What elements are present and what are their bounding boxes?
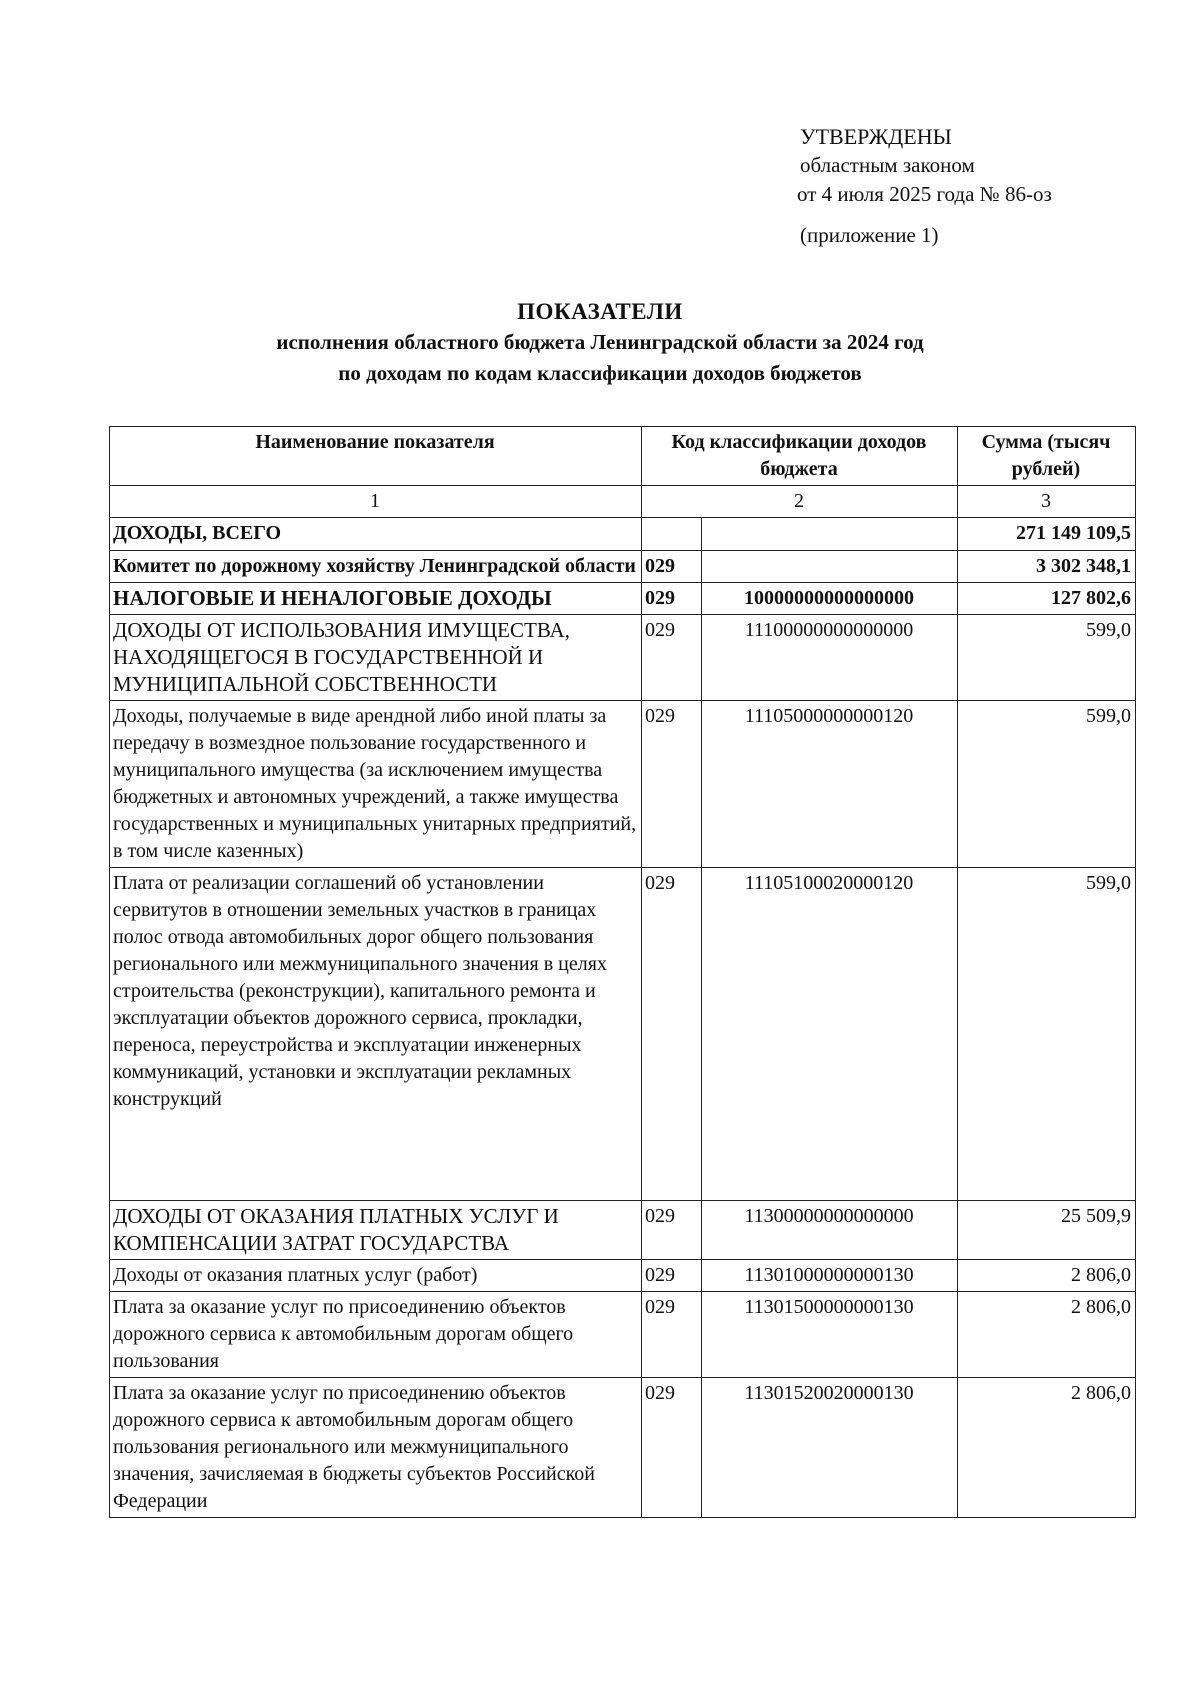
row-sum: 2 806,0 <box>958 1292 1136 1378</box>
table-row <box>110 868 1136 1201</box>
row-org-code: 029 <box>642 1378 702 1518</box>
row-org-code: 029 <box>642 1201 702 1260</box>
row-code: 11105100020000120 <box>702 868 958 1201</box>
row-code: 11301520020000130 <box>702 1378 958 1518</box>
approval-law-type: областным законом <box>800 153 975 177</box>
row-sum: 2 806,0 <box>958 1260 1136 1292</box>
table-row <box>110 615 1136 701</box>
row-org-code: 029 <box>642 868 702 1201</box>
title-line-1: ПОКАЗАТЕЛИ <box>517 299 683 324</box>
table-row <box>110 518 1136 551</box>
row-name: Плата за оказание услуг по присоединению объектов дорожного сервиса к автомобильным дорогам общего пользования регионального или межмуниципального значения, зачисляемая в бюджеты субъектов Российской Федерации <box>110 1378 642 1518</box>
row-org-code: 029 <box>642 551 702 583</box>
row-code: 11300000000000000 <box>702 1201 958 1260</box>
approval-stamp <box>797 122 1052 250</box>
table-row <box>110 1201 1136 1260</box>
row-name: Плата за оказание услуг по присоединению объектов дорожного сервиса к автомобильным дорогам общего пользования <box>110 1292 642 1378</box>
approval-appendix: (приложение 1) <box>800 223 939 247</box>
column-number-3: 3 <box>958 486 1136 518</box>
column-number-row <box>110 486 1136 518</box>
row-code: 11105000000000120 <box>702 701 958 868</box>
row-code <box>702 551 958 583</box>
header-code: Код классификации доходов бюджета <box>642 427 958 486</box>
row-org-code: 029 <box>642 701 702 868</box>
title-line-2: исполнения областного бюджета Ленинградской области за 2024 год <box>276 330 924 354</box>
row-org-code <box>642 518 702 551</box>
row-sum: 127 802,6 <box>958 583 1136 615</box>
table-row <box>110 583 1136 615</box>
row-code <box>702 518 958 551</box>
approval-law-date: от 4 июля 2025 года № 86-оз <box>797 182 1052 206</box>
row-sum: 25 509,9 <box>958 1201 1136 1260</box>
row-sum: 599,0 <box>958 701 1136 868</box>
row-sum: 599,0 <box>958 615 1136 701</box>
header-name: Наименование показателя <box>110 427 642 486</box>
row-sum: 599,0 <box>958 868 1136 1201</box>
row-org-code: 029 <box>642 1260 702 1292</box>
table-row <box>110 1260 1136 1292</box>
row-org-code: 029 <box>642 583 702 615</box>
row-name: НАЛОГОВЫЕ И НЕНАЛОГОВЫЕ ДОХОДЫ <box>110 583 642 615</box>
row-name: ДОХОДЫ ОТ ИСПОЛЬЗОВАНИЯ ИМУЩЕСТВА, НАХОДЯЩЕГОСЯ В ГОСУДАРСТВЕННОЙ И МУНИЦИПАЛЬНОЙ СОБСТВЕННОСТИ <box>110 615 642 701</box>
approval-heading: УТВЕРЖДЕНЫ <box>800 124 952 149</box>
row-code: 11301000000000130 <box>702 1260 958 1292</box>
column-number-1: 1 <box>110 486 642 518</box>
table-row <box>110 1378 1136 1518</box>
row-org-code: 029 <box>642 615 702 701</box>
row-name: Комитет по дорожному хозяйству Ленинградской области <box>110 551 642 583</box>
title-line-3: по доходам по кодам классификации доходов бюджетов <box>338 361 862 385</box>
row-code: 10000000000000000 <box>702 583 958 615</box>
row-code: 11301500000000130 <box>702 1292 958 1378</box>
header-sum: Сумма (тысяч рублей) <box>958 427 1136 486</box>
row-code: 11100000000000000 <box>702 615 958 701</box>
table-row <box>110 551 1136 583</box>
row-name: Доходы от оказания платных услуг (работ) <box>110 1260 642 1292</box>
row-name: ДОХОДЫ ОТ ОКАЗАНИЯ ПЛАТНЫХ УСЛУГ И КОМПЕНСАЦИИ ЗАТРАТ ГОСУДАРСТВА <box>110 1201 642 1260</box>
table-header-row <box>110 427 1136 486</box>
row-sum: 2 806,0 <box>958 1378 1136 1518</box>
row-org-code: 029 <box>642 1292 702 1378</box>
table-row <box>110 701 1136 868</box>
row-name: Плата от реализации соглашений об установлении сервитутов в отношении земельных участков в границах полос отвода автомобильных дорог общего пользования регионального или межмуниципального значения в целях строительства (реконструкции), капитального ремонта и эксплуатации объектов дорожного сервиса, прокладки, переноса, переустройства и эксплуатации инженерных коммуникаций, установки и эксплуатации рекламных конструкций <box>110 868 642 1201</box>
table-row <box>110 1292 1136 1378</box>
row-sum: 3 302 348,1 <box>958 551 1136 583</box>
row-name: Доходы, получаемые в виде арендной либо иной платы за передачу в возмездное пользование государственного и муниципального имущества (за исключением имущества бюджетных и автономных учреждений, а также имущества государственных и муниципальных унитарных предприятий, в том числе казенных) <box>110 701 642 868</box>
revenue-table <box>109 426 1136 1518</box>
row-name: ДОХОДЫ, ВСЕГО <box>110 518 642 551</box>
document-title <box>0 296 1200 389</box>
row-sum: 271 149 109,5 <box>958 518 1136 551</box>
column-number-2: 2 <box>642 486 958 518</box>
